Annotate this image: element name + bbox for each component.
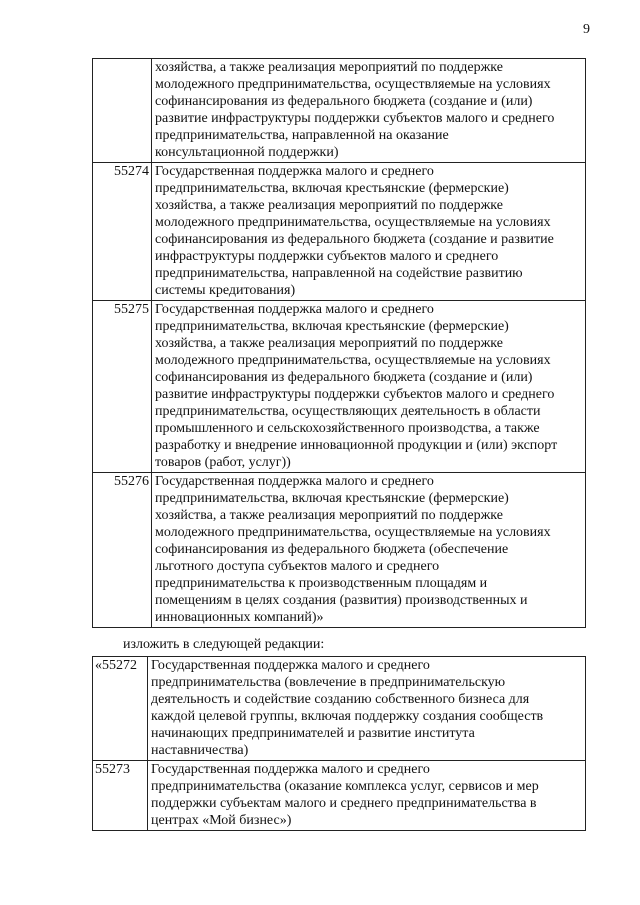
description-line: софинансирования из федерального бюджета (обеспечение (155, 542, 509, 557)
page-number: 9 (583, 22, 590, 37)
description-line: предпринимательства к производственным площадям и (155, 576, 488, 591)
budget-code-cell: «55272 (93, 657, 148, 761)
description-line: поддержки субъектам малого и среднего предпринимательства в (151, 796, 537, 811)
description-line: молодежного предпринимательства, осуществляемые на условиях (155, 77, 551, 92)
description-line: софинансирования из федерального бюджета (создание и (или) (155, 370, 533, 385)
description-line: софинансирования из федерального бюджета (создание и развитие (155, 232, 554, 247)
description-cell (152, 59, 586, 163)
description-line: системы кредитования) (155, 283, 296, 298)
description-line: развитие инфраструктуры поддержки субъектов малого и среднего (155, 387, 555, 402)
description-line: предпринимательства, включая крестьянские (фермерские) (155, 319, 509, 334)
description-line: разработку и внедрение инновационной продукции и (или) экспорт (155, 438, 558, 453)
table-row (93, 59, 586, 163)
description-line: промышленного и сельскохозяйственного производства, а также (155, 421, 540, 436)
description-line: Государственная поддержка малого и среднего (155, 474, 434, 489)
description-line: предпринимательства, направленной на оказание (155, 128, 449, 143)
description-line: деятельность и содействие созданию собственного бизнеса для (151, 692, 530, 707)
description-line: развитие инфраструктуры поддержки субъектов малого и среднего (155, 111, 555, 126)
description-cell (148, 761, 586, 831)
description-cell (148, 657, 586, 761)
budget-code-cell: 55274 (93, 163, 152, 301)
amendment-intro-text: изложить в следующей редакции: (123, 637, 325, 652)
description-line: каждой целевой группы, включая поддержку создания сообществ (151, 709, 544, 724)
description-line: консультационной поддержки) (155, 145, 339, 160)
description-line: хозяйства, а также реализация мероприятий по поддержке (155, 508, 503, 523)
description-line: Государственная поддержка малого и среднего (155, 164, 434, 179)
description-line: товаров (работ, услуг)) (155, 455, 291, 470)
budget-codes-table-new-edition (92, 656, 586, 831)
table-row (93, 301, 586, 473)
description-line: предпринимательства, включая крестьянские (фермерские) (155, 181, 509, 196)
description-line: софинансирования из федерального бюджета (создание и (или) (155, 94, 533, 109)
description-cell (152, 473, 586, 628)
table-row (93, 163, 586, 301)
description-line: Государственная поддержка малого и среднего (151, 658, 430, 673)
description-line: предпринимательства, осуществляющих деятельность в области (155, 404, 541, 419)
table-body (93, 59, 586, 628)
description-line: хозяйства, а также реализация мероприятий по поддержке (155, 60, 503, 75)
description-line: молодежного предпринимательства, осуществляемые на условиях (155, 353, 551, 368)
description-line: предпринимательства (вовлечение в предпринимательскую (151, 675, 506, 690)
description-line: льготного доступа субъектов малого и среднего (155, 559, 440, 574)
description-line: предпринимательства (оказание комплекса услуг, сервисов и мер (151, 779, 539, 794)
description-line: начинающих предпринимателей и развитие института (151, 726, 475, 741)
description-cell (152, 301, 586, 473)
description-line: хозяйства, а также реализация мероприятий по поддержке (155, 198, 503, 213)
table-row (93, 761, 586, 831)
description-line: наставничества) (151, 743, 249, 758)
description-line: инфраструктуры поддержки субъектов малого и среднего (155, 249, 499, 264)
budget-code-cell (93, 59, 152, 163)
description-line: хозяйства, а также реализация мероприятий по поддержке (155, 336, 503, 351)
description-line: инновационных компаний)» (155, 610, 324, 625)
description-line: Государственная поддержка малого и среднего (155, 302, 434, 317)
description-line: предпринимательства, включая крестьянские (фермерские) (155, 491, 509, 506)
description-line: молодежного предпринимательства, осуществляемые на условиях (155, 525, 551, 540)
description-line: предпринимательства, направленной на содействие развитию (155, 266, 523, 281)
table-row (93, 473, 586, 628)
budget-code-cell: 55276 (93, 473, 152, 628)
description-line: помещениям в целях создания (развития) производственных и (155, 593, 528, 608)
budget-code-cell: 55275 (93, 301, 152, 473)
budget-code-cell: 55273 (93, 761, 148, 831)
table-row (93, 657, 586, 761)
description-line: центрах «Мой бизнес») (151, 813, 292, 828)
description-line: Государственная поддержка малого и среднего (151, 762, 430, 777)
description-cell (152, 163, 586, 301)
budget-codes-table-current (92, 58, 586, 628)
table-body (93, 657, 586, 831)
description-line: молодежного предпринимательства, осуществляемые на условиях (155, 215, 551, 230)
